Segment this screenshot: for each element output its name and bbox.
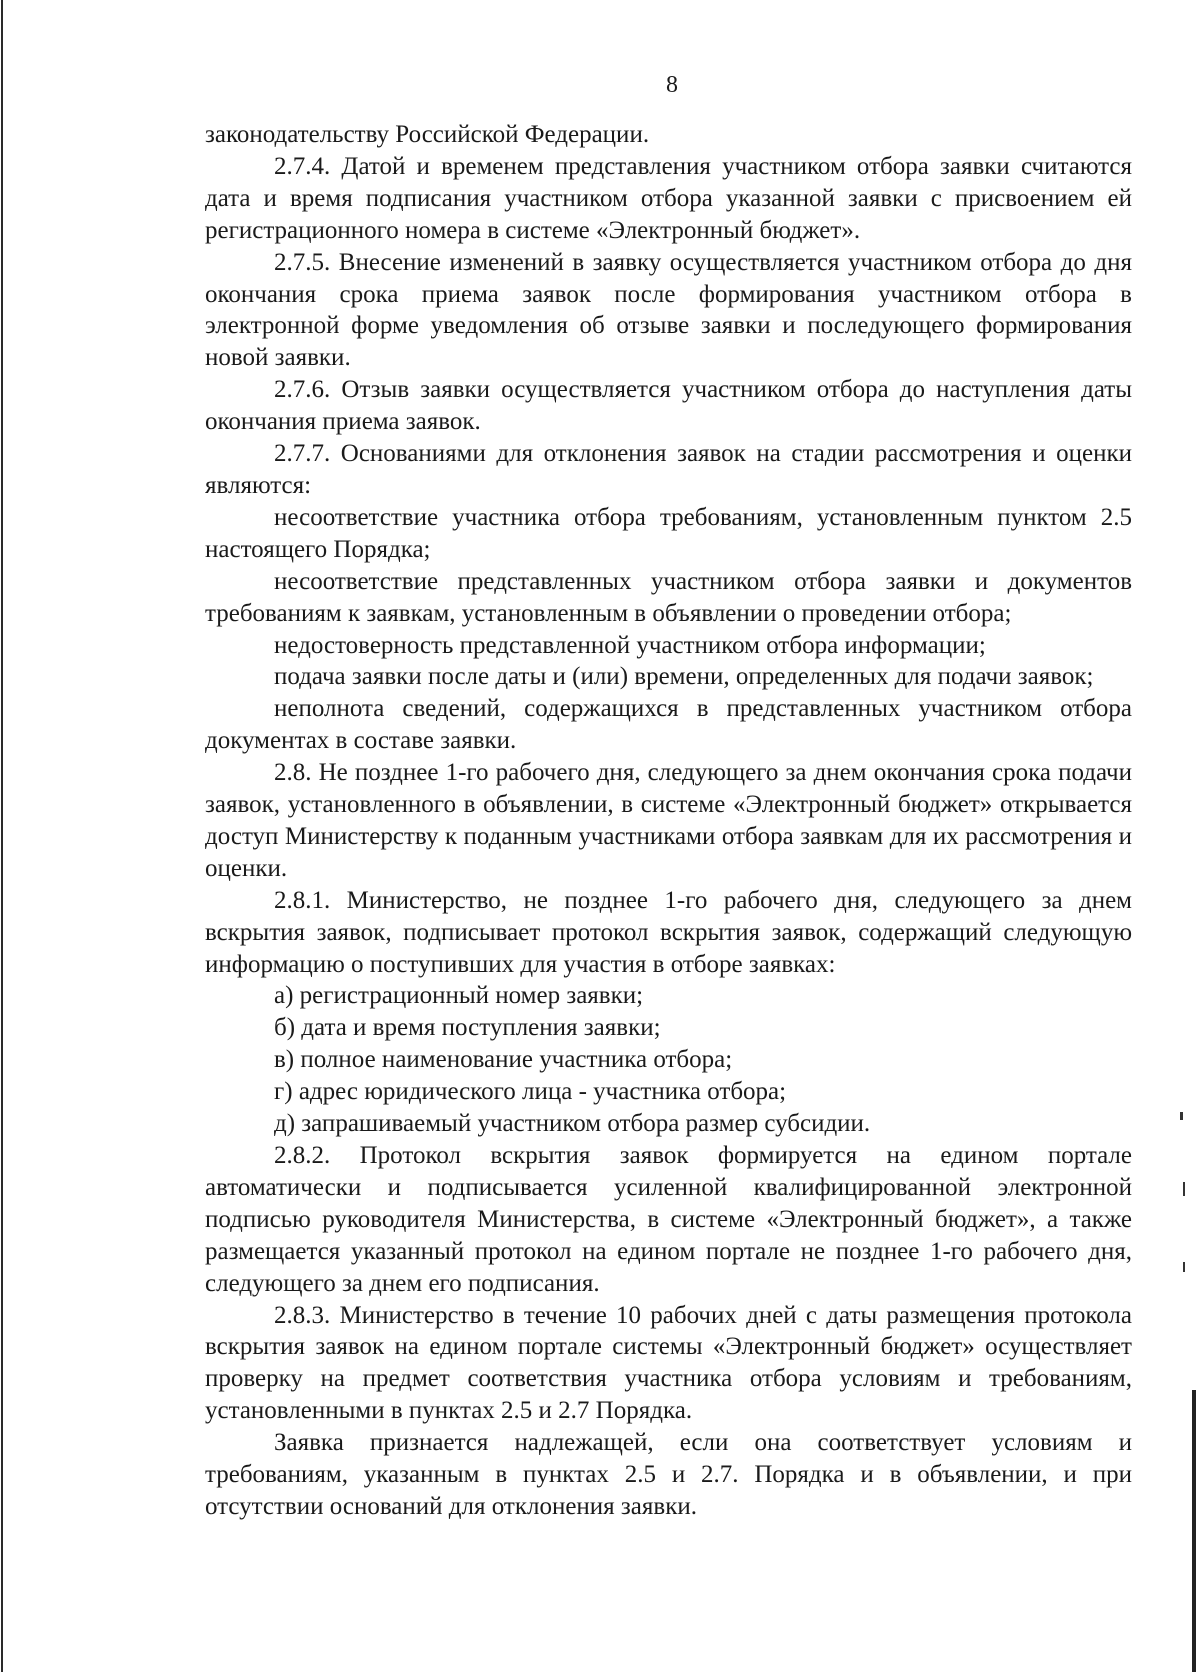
paragraph: 2.7.5. Внесение изменений в заявку осуществляется участником отбора до дня окончания срока приема заявок после формирования участником отбора в электронной форме уведомления об отзыве заявки и последующего формирования новой заявки. — [205, 248, 1132, 372]
scan-speck — [1180, 1112, 1183, 1120]
paragraph: подача заявки после даты и (или) времени, определенных для подачи заявок; — [274, 663, 1094, 691]
scan-edge-right — [1192, 1390, 1196, 1672]
body-text — [205, 119, 1132, 1523]
list-item: г) адрес юридического лица - участника отбора; — [274, 1078, 787, 1106]
list-item: б) дата и время поступления заявки; — [274, 1014, 661, 1042]
paragraph: законодательству Российской Федерации. — [205, 121, 650, 148]
paragraph: 2.7.6. Отзыв заявки осуществляется участником отбора до наступления даты окончания приема заявок. — [205, 376, 1132, 436]
paragraph: 2.8.3. Министерство в течение 10 рабочих дней с даты размещения протокола вскрытия заявок на едином портале системы «Электронный бюджет» осуществляет проверку на предмет соответствия участника отбора условиям и требованиям, установленными в пунктах 2.5 и 2.7 Порядка. — [205, 1301, 1132, 1425]
paragraph: недостоверность представленной участником отбора информации; — [274, 631, 986, 659]
paragraph: 2.8.2. Протокол вскрытия заявок формируется на едином портале автоматически и подписывается усиленной квалифицированной электронной подписью руководителя Министерства, в системе «Электронный бюджет», а также размещается указанный протокол на едином портале не позднее 1-го рабочего дня, следующего за днем его подписания. — [205, 1142, 1132, 1297]
scan-speck — [1183, 1182, 1185, 1196]
scan-edge-left — [1, 0, 3, 1672]
scan-speck — [1183, 1262, 1185, 1272]
list-item: д) запрашиваемый участником отбора размер субсидии. — [274, 1110, 871, 1138]
paragraph: 2.7.4. Датой и временем представления участником отбора заявки считаются дата и время подписания участником отбора указанной заявки с присвоением ей регистрационного номера в системе «Электронный бюджет». — [205, 152, 1132, 244]
paragraph: 2.7.7. Основаниями для отклонения заявок на стадии рассмотрения и оценки являются: — [205, 440, 1132, 499]
paragraph: Заявка признается надлежащей, если она соответствует условиям и требованиям, указанным в пунктах 2.5 и 2.7. Порядка и в объявлении, и при отсутствии оснований для отклонения заявки. — [205, 1429, 1132, 1520]
page-number: 8 — [666, 72, 678, 98]
paragraph: несоответствие участника отбора требованиям, установленным пунктом 2.5 настоящего Порядка; — [205, 503, 1132, 563]
info-list — [205, 980, 1132, 1140]
paragraphs-section — [205, 119, 1132, 980]
paragraph: неполнота сведений, содержащихся в представленных участником отбора документах в составе заявки. — [205, 695, 1132, 755]
paragraph: 2.8.1. Министерство, не позднее 1-го рабочего дня, следующего за днем вскрытия заявок, подписывает протокол вскрытия заявок, содержащий следующую информацию о поступивших для участия в отборе заявках: — [205, 886, 1132, 978]
paragraphs-section-after — [205, 1140, 1132, 1523]
list-item: а) регистрационный номер заявки; — [274, 982, 644, 1010]
paragraph: 2.8. Не позднее 1-го рабочего дня, следующего за днем окончания срока подачи заявок, установленного в объявлении, в системе «Электронный бюджет» открывается доступ Министерству к поданным участниками отбора заявкам для их рассмотрения и оценки. — [205, 759, 1132, 882]
list-item: в) полное наименование участника отбора; — [274, 1046, 733, 1074]
paragraph: несоответствие представленных участником отбора заявки и документов требованиям к заявкам, установленным в объявлении о проведении отбора; — [205, 567, 1132, 627]
